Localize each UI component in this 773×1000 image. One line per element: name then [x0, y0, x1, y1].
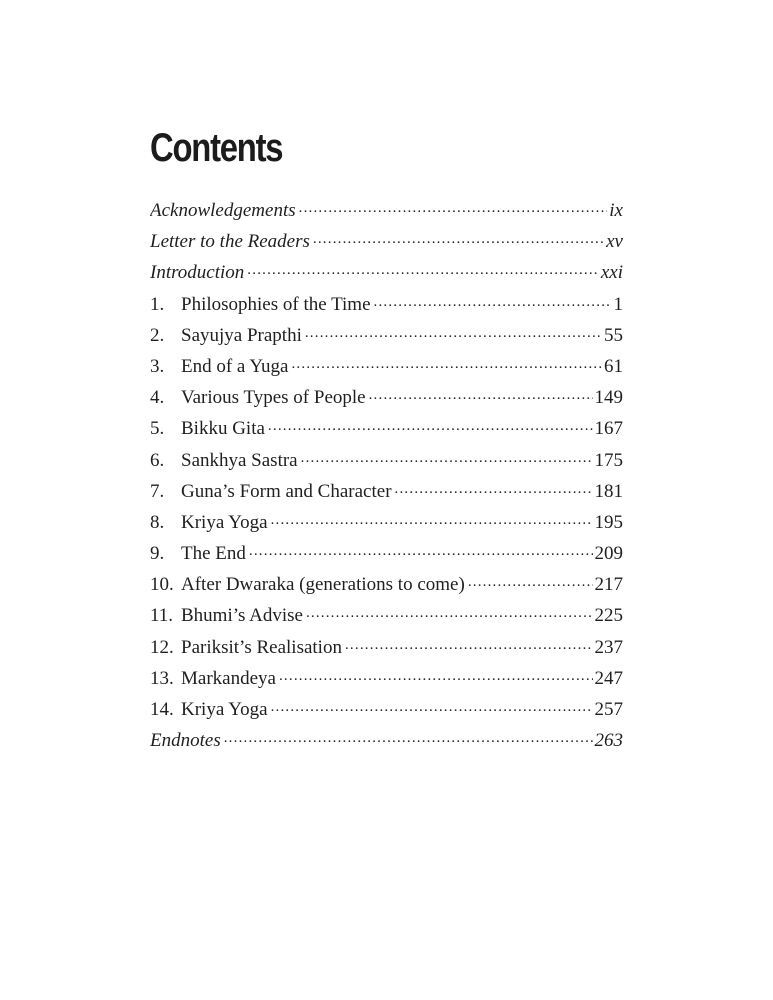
toc-entry-chapter-11[interactable] — [150, 602, 623, 633]
toc-entry-page: 149 — [594, 387, 623, 409]
toc-entry-chapter-5[interactable] — [150, 415, 623, 446]
toc-entry-chapter-12[interactable] — [150, 634, 623, 665]
toc-entry-letter-to-readers[interactable] — [150, 228, 623, 259]
dot-leader — [395, 478, 593, 497]
toc-entry-chapter-8[interactable] — [150, 509, 623, 540]
toc-entry-number: 6. — [150, 449, 165, 471]
dot-leader — [301, 447, 593, 466]
toc-entry-page: xv — [606, 231, 623, 253]
toc-entry-title: Acknowledgements — [150, 200, 296, 221]
toc-entry-page: 175 — [594, 449, 623, 471]
toc-entry-title: Kriya Yoga — [181, 699, 268, 720]
toc-entry-page: 217 — [594, 574, 623, 596]
page-title: Contents — [150, 126, 283, 170]
toc-entry-title: Various Types of People — [181, 387, 366, 409]
toc-entry-chapter-9[interactable] — [150, 540, 623, 571]
toc-entry-title: Philosophies of the Time — [181, 293, 371, 315]
toc-entry-title: The End — [181, 543, 246, 565]
dot-leader — [279, 665, 593, 684]
dot-leader — [271, 509, 593, 528]
toc-entry-title: Letter to the Readers — [150, 231, 310, 253]
toc-entry-title: Bikku Gita — [181, 418, 265, 440]
toc-entry-page: 247 — [594, 667, 623, 689]
toc-entry-number: 3. — [150, 355, 165, 377]
toc-entry-title: Pariksit’s Realisation — [181, 636, 342, 658]
dot-leader — [271, 696, 593, 715]
toc-entry-page: 209 — [594, 543, 623, 565]
toc-entry-title: After Dwaraka (generations to come) — [181, 574, 465, 596]
toc-entry-number: 1. — [150, 293, 165, 315]
dot-leader — [291, 353, 602, 372]
toc-entry-number: 5. — [150, 418, 165, 440]
toc-entry-number: 14. — [150, 699, 174, 720]
toc-entry-title: Sankhya Sastra — [181, 449, 298, 471]
table-of-contents — [150, 197, 623, 758]
toc-entry-title: Markandeya — [181, 667, 276, 689]
toc-entry-number: 11. — [150, 605, 174, 627]
toc-entry-number: 9. — [150, 543, 165, 565]
dot-leader — [249, 540, 593, 559]
toc-entry-acknowledgements[interactable] — [150, 197, 623, 228]
toc-entry-endnotes[interactable] — [150, 727, 623, 758]
dot-leader — [224, 727, 593, 746]
toc-entry-chapter-10[interactable] — [150, 571, 623, 602]
toc-entry-page: 167 — [594, 418, 623, 440]
toc-entry-page: 61 — [604, 355, 623, 377]
toc-entry-title: End of a Yuga — [181, 355, 289, 377]
toc-entry-number: 13. — [150, 667, 174, 689]
dot-leader — [247, 259, 599, 278]
toc-entry-title: Guna’s Form and Character — [181, 480, 392, 502]
toc-entry-number: 10. — [150, 574, 174, 596]
toc-entry-chapter-3[interactable] — [150, 353, 623, 384]
toc-entry-chapter-6[interactable] — [150, 447, 623, 478]
toc-entry-title: Introduction — [150, 262, 245, 284]
dot-leader — [305, 322, 602, 341]
toc-entry-page: 257 — [594, 699, 623, 720]
toc-entry-chapter-14[interactable] — [150, 696, 623, 727]
toc-entry-page: 55 — [604, 324, 623, 346]
toc-entry-chapter-1[interactable] — [150, 291, 623, 322]
dot-leader — [468, 571, 593, 590]
toc-entry-page: ix — [609, 200, 623, 221]
toc-entry-page: 263 — [594, 730, 623, 752]
dot-leader — [299, 197, 608, 216]
toc-entry-title: Bhumi’s Advise — [181, 605, 303, 627]
toc-entry-page: 225 — [594, 605, 623, 627]
toc-entry-page: 195 — [594, 511, 623, 533]
toc-entry-number: 8. — [150, 511, 165, 533]
toc-entry-chapter-7[interactable] — [150, 478, 623, 509]
toc-entry-number: 2. — [150, 324, 165, 346]
toc-entry-number: 7. — [150, 480, 165, 502]
toc-entry-page: 237 — [594, 636, 623, 658]
toc-entry-chapter-13[interactable] — [150, 665, 623, 696]
dot-leader — [313, 228, 604, 247]
toc-entry-introduction[interactable] — [150, 259, 623, 290]
toc-entry-page: 1 — [613, 293, 623, 315]
toc-entry-chapter-4[interactable] — [150, 384, 623, 415]
toc-entry-title: Kriya Yoga — [181, 511, 268, 533]
dot-leader — [306, 602, 593, 621]
toc-entry-title: Endnotes — [150, 730, 221, 752]
toc-entry-number: 4. — [150, 387, 165, 409]
dot-leader — [345, 634, 593, 653]
toc-entry-number: 12. — [150, 636, 174, 658]
dot-leader — [369, 384, 593, 403]
dot-leader — [268, 415, 593, 434]
toc-entry-page: xxi — [600, 262, 623, 284]
dot-leader — [374, 291, 612, 310]
toc-entry-page: 181 — [594, 480, 623, 502]
toc-entry-chapter-2[interactable] — [150, 322, 623, 353]
toc-entry-title: Sayujya Prapthi — [181, 324, 302, 346]
